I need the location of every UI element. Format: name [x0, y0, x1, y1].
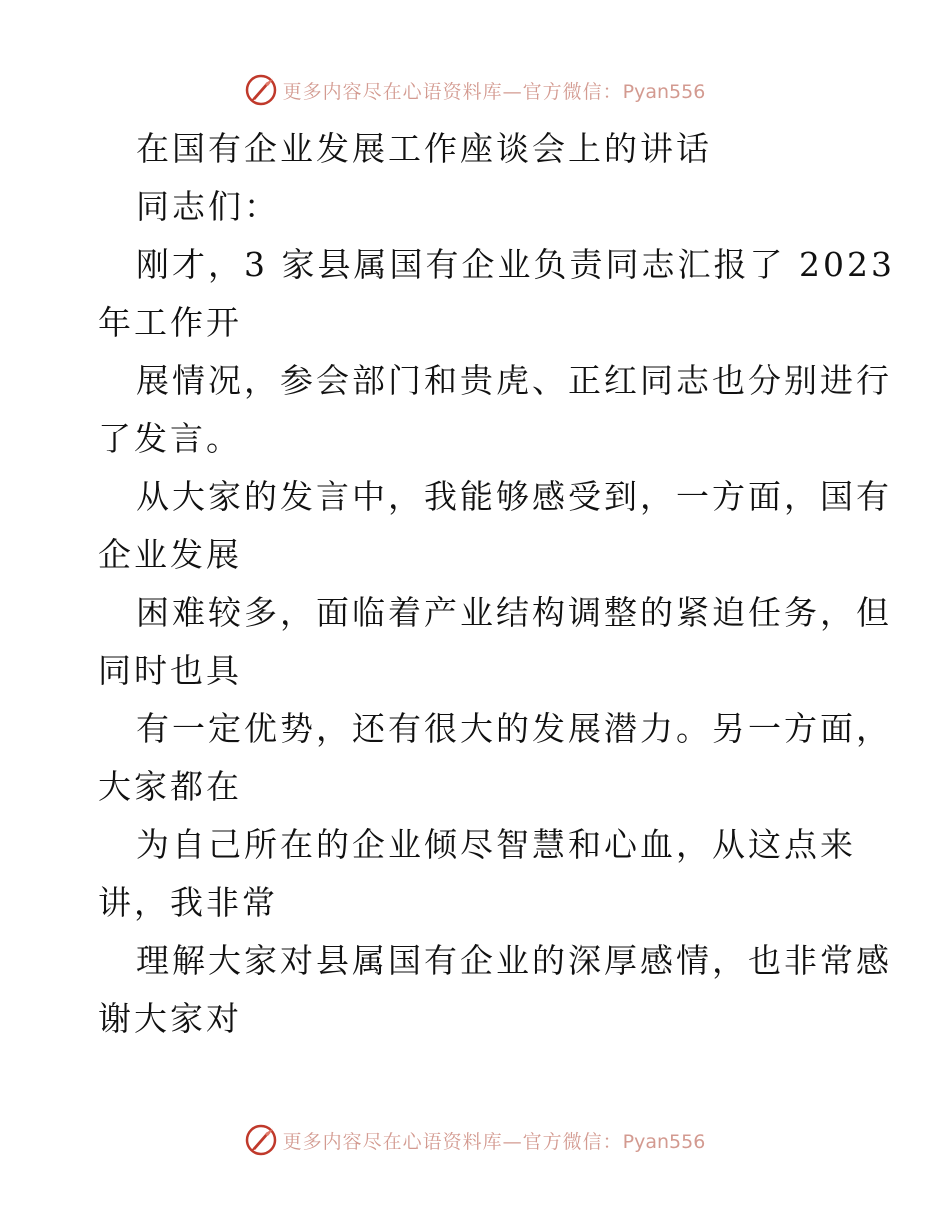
paragraph-line: 谢大家对 — [98, 999, 242, 1038]
watermark-text — [283, 77, 706, 104]
paragraph-line: 有一定优势，还有很大的发展潜力。另一方面， — [136, 709, 892, 748]
paragraph-line: 从大家的发言中，我能够感受到，一方面，国有 — [136, 477, 892, 516]
paragraph-line: 了发言。 — [98, 419, 242, 458]
watermark-text — [283, 1127, 706, 1154]
paragraph-line: 讲，我非常 — [98, 883, 278, 922]
watermark-cn-text: 更多内容尽在心语资料库—官方微信： — [282, 80, 623, 103]
footer-watermark — [0, 1120, 950, 1160]
paragraph-line: 同时也具 — [98, 651, 242, 690]
paragraph-lines — [98, 236, 895, 1048]
paragraph-line: 为自己所在的企业倾尽智慧和心血，从这点来 — [136, 825, 856, 864]
paragraph-line: 大家都在 — [98, 767, 242, 806]
wechat-id: Pyan556 — [622, 80, 706, 103]
paragraph-line: 困难较多，面临着产业结构调整的紧迫任务，但 — [136, 593, 892, 632]
paragraph-line: 刚才，3 家县属国有企业负责同志汇报了 2023 — [136, 245, 895, 284]
wechat-id: Pyan556 — [622, 1130, 706, 1153]
document-title: 在国有企业发展工作座谈会上的讲话 — [136, 129, 712, 168]
quill-pen-logo-icon — [245, 74, 277, 106]
paragraph-line: 企业发展 — [98, 535, 242, 574]
paragraph-line: 展情况，参会部门和贵虎、正红同志也分别进行 — [136, 361, 892, 400]
header-watermark — [0, 70, 950, 110]
paragraph-line: 年工作开 — [98, 303, 242, 342]
paragraph-line: 理解大家对县属国有企业的深厚感情，也非常感 — [136, 941, 892, 980]
watermark-cn-text: 更多内容尽在心语资料库—官方微信： — [282, 1130, 623, 1153]
salutation: 同志们： — [136, 187, 280, 226]
quill-pen-logo-icon — [245, 1124, 277, 1156]
document-body — [98, 120, 895, 1048]
